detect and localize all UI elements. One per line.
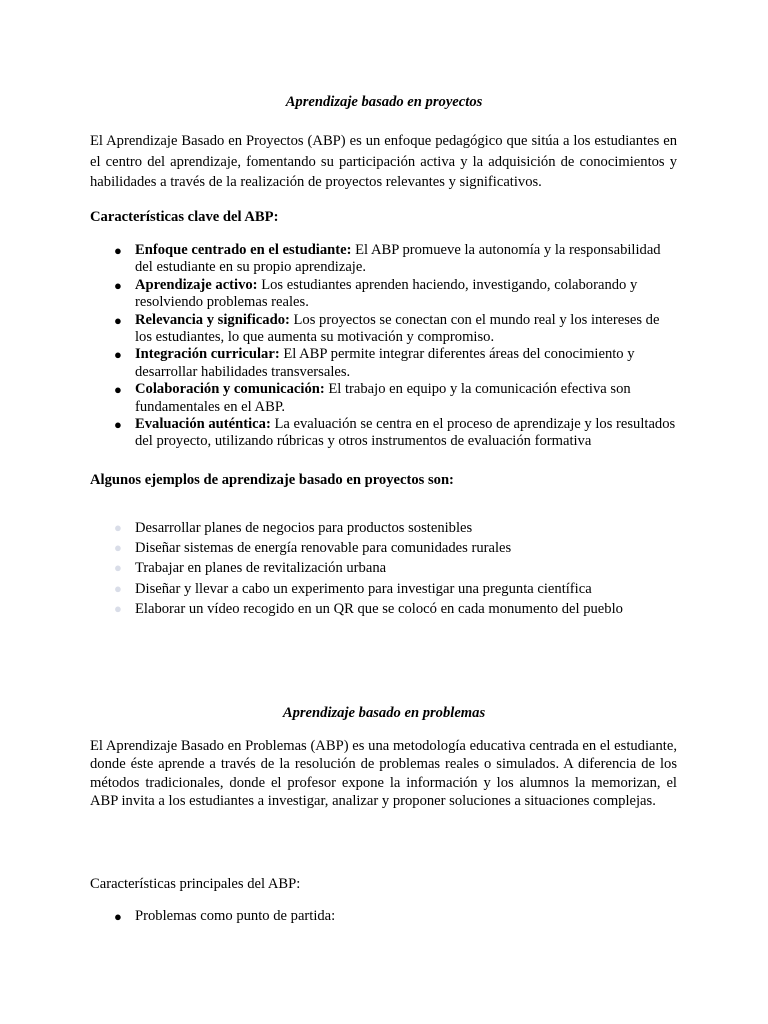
- list-item: [90, 518, 677, 538]
- bullet-icon: ●: [114, 540, 122, 556]
- feature-description: El trabajo en equipo y la comunicación efectiva son fundamentales en el ABP.: [135, 381, 631, 415]
- list-item: [90, 312, 677, 347]
- bullet-icon: ●: [114, 909, 122, 924]
- example-text: Elaborar un vídeo recogido en un QR que se colocó en cada monumento del pueblo: [135, 600, 623, 617]
- bullet-icon: ●: [114, 580, 122, 596]
- examples-list: [90, 518, 677, 619]
- feature-text: Problemas como punto de partida:: [135, 908, 336, 924]
- list-item: [90, 538, 677, 558]
- list-item: [90, 277, 677, 312]
- feature-description: El ABP permite integrar diferentes áreas del conocimiento y desarrollar habilidades transversales.: [135, 346, 635, 380]
- list-item: [90, 242, 677, 277]
- feature-term: Aprendizaje activo:: [135, 276, 258, 293]
- bullet-icon: ●: [114, 600, 122, 616]
- example-text: Diseñar y llevar a cabo un experimento para investigar una pregunta científica: [135, 580, 592, 597]
- examples-heading: Algunos ejemplos de aprendizaje basado en proyectos son:: [90, 472, 454, 488]
- intro-paragraph-problemas: El Aprendizaje Basado en Problemas (ABP) es una metodología educativa centrada en el estudiante, donde éste aprende a través de la resolución de problemas reales o simulados. A diferencia de los métodos tradicionales, donde el profesor expone la información y los alumnos la memorizan, el ABP invita a los estudiantes a investigar, analizar y proponer soluciones a situaciones complejas.: [90, 738, 677, 809]
- section-title-problemas: Aprendizaje basado en problemas: [282, 705, 486, 721]
- feature-term: Colaboración y comunicación:: [135, 381, 325, 398]
- features-list-proyectos: [90, 242, 677, 451]
- bullet-icon: ●: [114, 382, 122, 398]
- list-item: [90, 599, 677, 619]
- example-text: Diseñar sistemas de energía renovable para comunidades rurales: [135, 540, 512, 557]
- bullet-icon: ●: [114, 312, 122, 328]
- features-heading-problemas: Características principales del ABP:: [90, 876, 301, 892]
- list-item: [90, 558, 677, 578]
- bullet-icon: ●: [114, 520, 122, 535]
- example-text: Desarrollar planes de negocios para productos sostenibles: [135, 520, 473, 536]
- feature-description: Los estudiantes aprenden haciendo, investigando, colaborando y resolviendo problemas reales.: [135, 276, 638, 311]
- list-item: [90, 346, 677, 381]
- list-item: [90, 579, 677, 599]
- bullet-icon: ●: [114, 277, 122, 293]
- section-title-proyectos: Aprendizaje basado en proyectos: [285, 94, 483, 110]
- features-list-problemas: [90, 908, 677, 925]
- feature-term: Enfoque centrado en el estudiante:: [135, 242, 352, 258]
- feature-term: Relevancia y significado:: [135, 311, 290, 328]
- bullet-icon: ●: [114, 347, 122, 363]
- feature-term: Integración curricular:: [135, 346, 280, 363]
- bullet-icon: ●: [114, 417, 122, 433]
- example-text: Trabajar en planes de revitalización urbana: [135, 560, 387, 577]
- bullet-icon: ●: [114, 560, 122, 576]
- list-item: [90, 908, 677, 925]
- feature-term: Evaluación auténtica:: [135, 416, 271, 433]
- feature-description: El ABP promueve la autonomía y la responsabilidad del estudiante en su propio aprendizaje.: [135, 242, 661, 276]
- list-item: [90, 381, 677, 416]
- feature-description: La evaluación se centra en el proceso de aprendizaje y los resultados del proyecto, utilizando rúbricas y otros instrumentos de evaluación formativa: [135, 416, 676, 450]
- intro-paragraph-proyectos: El Aprendizaje Basado en Proyectos (ABP) es un enfoque pedagógico que sitúa a los estudiantes en el centro del aprendizaje, fomentando su participación activa y la adquisición de conocimientos y habilidades a través de la realización de proyectos relevantes y significativos.: [90, 133, 677, 190]
- feature-description: Los proyectos se conectan con el mundo real y los intereses de los estudiantes, lo que aumenta su motivación y compromiso.: [135, 311, 660, 346]
- bullet-icon: ●: [114, 243, 122, 258]
- list-item: [90, 416, 677, 451]
- features-heading-proyectos: Características clave del ABP:: [90, 209, 279, 225]
